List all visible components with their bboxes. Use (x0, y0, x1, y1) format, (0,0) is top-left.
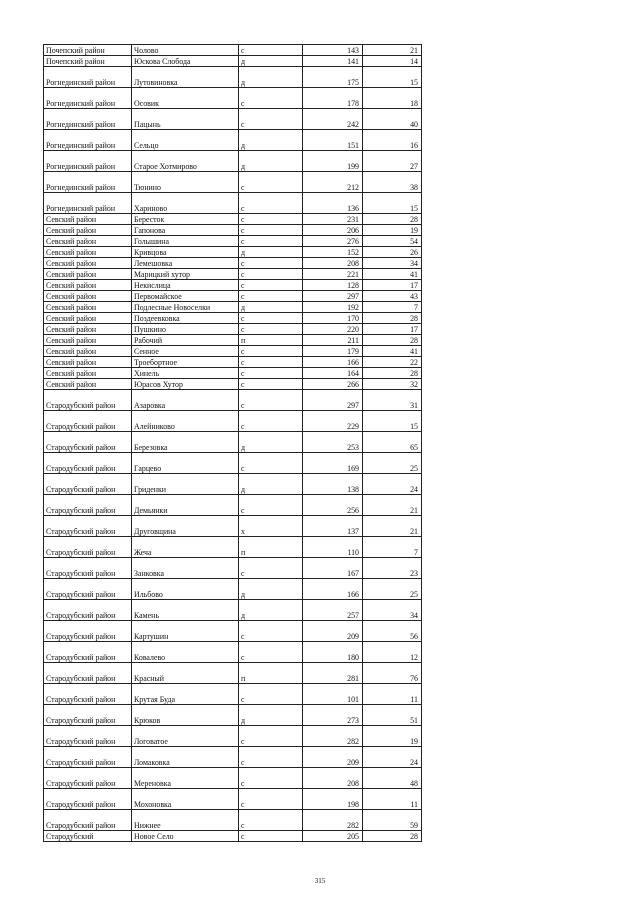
district-cell: Севский район (44, 280, 132, 291)
value-b-cell: 19 (363, 225, 422, 236)
value-b-cell: 28 (363, 368, 422, 379)
value-a-cell: 151 (303, 130, 363, 151)
settlement-cell: Поздеевковка (132, 313, 239, 324)
district-cell: Севский район (44, 291, 132, 302)
table-row (44, 258, 422, 269)
district-cell: Стародубский район (44, 516, 132, 537)
value-a-cell: 205 (303, 831, 363, 842)
type-cell: х (239, 516, 303, 537)
table-row (44, 280, 422, 291)
value-b-cell: 15 (363, 67, 422, 88)
value-b-cell: 19 (363, 726, 422, 747)
value-a-cell: 101 (303, 684, 363, 705)
value-a-cell: 170 (303, 313, 363, 324)
type-cell: с (239, 390, 303, 411)
settlement-cell: Тюнино (132, 172, 239, 193)
settlement-cell: Кривцова (132, 247, 239, 258)
settlement-cell: Жеча (132, 537, 239, 558)
page-number: 315 (314, 877, 326, 885)
district-cell: Рогнединский район (44, 130, 132, 151)
settlement-cell: Бересток (132, 214, 239, 225)
type-cell: с (239, 280, 303, 291)
table-row (44, 109, 422, 130)
settlement-cell: Юскова Слобода (132, 56, 239, 67)
table-body (44, 45, 422, 842)
settlement-cell: Осовик (132, 88, 239, 109)
value-a-cell: 192 (303, 302, 363, 313)
type-cell: с (239, 453, 303, 474)
settlement-cell: Гриденки (132, 474, 239, 495)
type-cell: с (239, 621, 303, 642)
value-a-cell: 110 (303, 537, 363, 558)
settlement-cell: Ильбово (132, 579, 239, 600)
table-row (44, 579, 422, 600)
settlement-cell: Сельцо (132, 130, 239, 151)
table-row (44, 831, 422, 842)
value-a-cell: 208 (303, 768, 363, 789)
value-a-cell: 242 (303, 109, 363, 130)
district-cell: Рогнединский район (44, 109, 132, 130)
district-cell: Рогнединский район (44, 151, 132, 172)
value-a-cell: 231 (303, 214, 363, 225)
table-row (44, 225, 422, 236)
district-cell: Стародубский район (44, 726, 132, 747)
value-a-cell: 199 (303, 151, 363, 172)
value-a-cell: 253 (303, 432, 363, 453)
type-cell: д (239, 600, 303, 621)
district-cell: Севский район (44, 324, 132, 335)
type-cell: с (239, 831, 303, 842)
value-a-cell: 281 (303, 663, 363, 684)
value-b-cell: 7 (363, 537, 422, 558)
type-cell: с (239, 346, 303, 357)
district-cell: Севский район (44, 214, 132, 225)
value-b-cell: 15 (363, 193, 422, 214)
table-row (44, 236, 422, 247)
value-a-cell: 141 (303, 56, 363, 67)
value-b-cell: 28 (363, 214, 422, 225)
district-cell: Стародубский (44, 831, 132, 842)
table-row (44, 151, 422, 172)
type-cell: с (239, 225, 303, 236)
value-a-cell: 229 (303, 411, 363, 432)
settlement-cell: Гапонова (132, 225, 239, 236)
value-b-cell: 26 (363, 247, 422, 258)
value-b-cell: 27 (363, 151, 422, 172)
settlements-table (43, 44, 422, 842)
settlement-cell: Лутовиновка (132, 67, 239, 88)
settlement-cell: Крюков (132, 705, 239, 726)
value-b-cell: 22 (363, 357, 422, 368)
value-b-cell: 41 (363, 269, 422, 280)
table-row (44, 291, 422, 302)
type-cell: с (239, 313, 303, 324)
settlement-cell: Азаровка (132, 390, 239, 411)
value-b-cell: 59 (363, 810, 422, 831)
table-row (44, 789, 422, 810)
value-a-cell: 143 (303, 45, 363, 56)
value-a-cell: 220 (303, 324, 363, 335)
table-row (44, 302, 422, 313)
value-b-cell: 54 (363, 236, 422, 247)
table-row (44, 411, 422, 432)
value-b-cell: 28 (363, 831, 422, 842)
district-cell: Севский район (44, 346, 132, 357)
value-b-cell: 48 (363, 768, 422, 789)
value-b-cell: 11 (363, 684, 422, 705)
district-cell: Стародубский район (44, 411, 132, 432)
settlement-cell: Чолово (132, 45, 239, 56)
settlement-cell: Гарцево (132, 453, 239, 474)
type-cell: с (239, 747, 303, 768)
type-cell: с (239, 258, 303, 269)
value-a-cell: 211 (303, 335, 363, 346)
type-cell: д (239, 432, 303, 453)
value-a-cell: 164 (303, 368, 363, 379)
type-cell: п (239, 335, 303, 346)
table-row (44, 390, 422, 411)
district-cell: Севский район (44, 247, 132, 258)
settlement-cell: Мереновка (132, 768, 239, 789)
table-row (44, 600, 422, 621)
value-b-cell: 31 (363, 390, 422, 411)
value-a-cell: 166 (303, 357, 363, 368)
settlement-cell: Новое Село (132, 831, 239, 842)
settlement-cell: Троебортное (132, 357, 239, 368)
type-cell: с (239, 172, 303, 193)
table-row (44, 621, 422, 642)
settlement-cell: Пацынь (132, 109, 239, 130)
value-a-cell: 166 (303, 579, 363, 600)
table-row (44, 346, 422, 357)
type-cell: д (239, 151, 303, 172)
district-cell: Рогнединский район (44, 193, 132, 214)
district-cell: Стародубский район (44, 789, 132, 810)
table-row (44, 663, 422, 684)
type-cell: д (239, 705, 303, 726)
settlement-cell: Березовка (132, 432, 239, 453)
value-b-cell: 17 (363, 280, 422, 291)
value-b-cell: 51 (363, 705, 422, 726)
value-a-cell: 152 (303, 247, 363, 258)
district-cell: Стародубский район (44, 642, 132, 663)
type-cell: д (239, 56, 303, 67)
district-cell: Стародубский район (44, 810, 132, 831)
table-row (44, 684, 422, 705)
table-row (44, 56, 422, 67)
value-b-cell: 25 (363, 453, 422, 474)
district-cell: Стародубский район (44, 747, 132, 768)
settlement-cell: Марицкий хутор (132, 269, 239, 280)
district-cell: Севский район (44, 236, 132, 247)
table-row (44, 368, 422, 379)
district-cell: Рогнединский район (44, 67, 132, 88)
district-cell: Рогнединский район (44, 172, 132, 193)
value-a-cell: 180 (303, 642, 363, 663)
settlement-cell: Некислица (132, 280, 239, 291)
type-cell: п (239, 537, 303, 558)
district-cell: Севский район (44, 258, 132, 269)
table-row (44, 642, 422, 663)
type-cell: п (239, 663, 303, 684)
table-row (44, 453, 422, 474)
settlement-cell: Нижнее (132, 810, 239, 831)
table-row (44, 474, 422, 495)
settlement-cell: Хинель (132, 368, 239, 379)
table-row (44, 537, 422, 558)
district-cell: Стародубский район (44, 558, 132, 579)
table-row (44, 558, 422, 579)
type-cell: д (239, 579, 303, 600)
settlement-cell: Крутая Буда (132, 684, 239, 705)
table-row (44, 45, 422, 56)
settlement-cell: Голышина (132, 236, 239, 247)
value-a-cell: 167 (303, 558, 363, 579)
settlement-cell: Лемешовка (132, 258, 239, 269)
value-b-cell: 43 (363, 291, 422, 302)
district-cell: Севский район (44, 357, 132, 368)
table-row (44, 335, 422, 346)
district-cell: Стародубский район (44, 600, 132, 621)
value-a-cell: 169 (303, 453, 363, 474)
settlement-cell: Пушкино (132, 324, 239, 335)
settlement-cell: Юрасов Хутор (132, 379, 239, 390)
value-a-cell: 212 (303, 172, 363, 193)
type-cell: д (239, 474, 303, 495)
table-row (44, 516, 422, 537)
value-b-cell: 15 (363, 411, 422, 432)
district-cell: Стародубский район (44, 663, 132, 684)
value-b-cell: 56 (363, 621, 422, 642)
district-cell: Стародубский район (44, 537, 132, 558)
value-b-cell: 76 (363, 663, 422, 684)
table-row (44, 379, 422, 390)
value-a-cell: 257 (303, 600, 363, 621)
table-row (44, 88, 422, 109)
value-a-cell: 198 (303, 789, 363, 810)
value-b-cell: 16 (363, 130, 422, 151)
type-cell: д (239, 247, 303, 258)
district-cell: Стародубский район (44, 768, 132, 789)
type-cell: с (239, 45, 303, 56)
district-cell: Севский район (44, 225, 132, 236)
value-a-cell: 128 (303, 280, 363, 291)
value-a-cell: 276 (303, 236, 363, 247)
district-cell: Стародубский район (44, 621, 132, 642)
value-a-cell: 282 (303, 810, 363, 831)
table-row (44, 193, 422, 214)
district-cell: Стародубский район (44, 474, 132, 495)
type-cell: с (239, 368, 303, 379)
value-a-cell: 206 (303, 225, 363, 236)
type-cell: с (239, 789, 303, 810)
value-b-cell: 65 (363, 432, 422, 453)
district-cell: Стародубский район (44, 390, 132, 411)
table-row (44, 432, 422, 453)
district-cell: Стародубский район (44, 579, 132, 600)
type-cell: с (239, 642, 303, 663)
value-a-cell: 179 (303, 346, 363, 357)
settlement-cell: Алейниково (132, 411, 239, 432)
value-b-cell: 12 (363, 642, 422, 663)
type-cell: с (239, 495, 303, 516)
settlement-cell: Красный (132, 663, 239, 684)
type-cell: с (239, 324, 303, 335)
table-row (44, 214, 422, 225)
settlement-cell: Друговщина (132, 516, 239, 537)
settlement-cell: Первомайское (132, 291, 239, 302)
table-row (44, 747, 422, 768)
table-row (44, 357, 422, 368)
settlement-cell: Ковалево (132, 642, 239, 663)
value-b-cell: 25 (363, 579, 422, 600)
type-cell: с (239, 411, 303, 432)
value-b-cell: 21 (363, 495, 422, 516)
type-cell: с (239, 291, 303, 302)
type-cell: с (239, 558, 303, 579)
settlement-cell: Хариново (132, 193, 239, 214)
district-cell: Севский район (44, 335, 132, 346)
value-b-cell: 18 (363, 88, 422, 109)
district-cell: Почепский район (44, 56, 132, 67)
value-b-cell: 21 (363, 516, 422, 537)
value-b-cell: 40 (363, 109, 422, 130)
type-cell: с (239, 236, 303, 247)
type-cell: с (239, 379, 303, 390)
district-cell: Севский район (44, 313, 132, 324)
value-a-cell: 256 (303, 495, 363, 516)
type-cell: с (239, 684, 303, 705)
value-b-cell: 32 (363, 379, 422, 390)
value-b-cell: 24 (363, 747, 422, 768)
settlement-cell: Сенное (132, 346, 239, 357)
value-a-cell: 209 (303, 747, 363, 768)
district-cell: Рогнединский район (44, 88, 132, 109)
table-row (44, 313, 422, 324)
district-cell: Стародубский район (44, 453, 132, 474)
district-cell: Стародубский район (44, 495, 132, 516)
value-a-cell: 266 (303, 379, 363, 390)
table-row (44, 726, 422, 747)
type-cell: д (239, 302, 303, 313)
table-row (44, 705, 422, 726)
value-b-cell: 7 (363, 302, 422, 313)
settlement-cell: Мохоновка (132, 789, 239, 810)
table-row (44, 324, 422, 335)
value-a-cell: 273 (303, 705, 363, 726)
table-row (44, 495, 422, 516)
type-cell: с (239, 726, 303, 747)
district-cell: Севский район (44, 302, 132, 313)
value-a-cell: 138 (303, 474, 363, 495)
table-row (44, 768, 422, 789)
value-a-cell: 175 (303, 67, 363, 88)
table-row (44, 172, 422, 193)
value-a-cell: 297 (303, 291, 363, 302)
settlement-cell: Картушин (132, 621, 239, 642)
district-cell: Стародубский район (44, 432, 132, 453)
district-cell: Стародубский район (44, 705, 132, 726)
type-cell: с (239, 193, 303, 214)
type-cell: д (239, 130, 303, 151)
value-a-cell: 137 (303, 516, 363, 537)
value-b-cell: 24 (363, 474, 422, 495)
district-cell: Почепский район (44, 45, 132, 56)
value-b-cell: 28 (363, 313, 422, 324)
type-cell: с (239, 810, 303, 831)
type-cell: с (239, 357, 303, 368)
table-row (44, 269, 422, 280)
value-b-cell: 41 (363, 346, 422, 357)
value-b-cell: 21 (363, 45, 422, 56)
settlement-cell: Подлесные Новоселки (132, 302, 239, 313)
type-cell: с (239, 214, 303, 225)
value-a-cell: 297 (303, 390, 363, 411)
district-cell: Севский район (44, 379, 132, 390)
district-cell: Севский район (44, 368, 132, 379)
settlement-cell: Камень (132, 600, 239, 621)
value-a-cell: 221 (303, 269, 363, 280)
value-b-cell: 34 (363, 600, 422, 621)
value-b-cell: 23 (363, 558, 422, 579)
settlement-cell: Ломаковка (132, 747, 239, 768)
table-row (44, 67, 422, 88)
value-a-cell: 178 (303, 88, 363, 109)
type-cell: с (239, 88, 303, 109)
settlement-cell: Занковка (132, 558, 239, 579)
settlement-cell: Старое Хотмирово (132, 151, 239, 172)
value-a-cell: 282 (303, 726, 363, 747)
value-b-cell: 17 (363, 324, 422, 335)
value-b-cell: 38 (363, 172, 422, 193)
value-a-cell: 136 (303, 193, 363, 214)
table-row (44, 247, 422, 258)
value-a-cell: 209 (303, 621, 363, 642)
district-cell: Стародубский район (44, 684, 132, 705)
table-row (44, 130, 422, 151)
table-row (44, 810, 422, 831)
value-b-cell: 34 (363, 258, 422, 269)
value-b-cell: 14 (363, 56, 422, 67)
value-b-cell: 11 (363, 789, 422, 810)
type-cell: с (239, 109, 303, 130)
settlement-cell: Логоватое (132, 726, 239, 747)
value-b-cell: 28 (363, 335, 422, 346)
value-a-cell: 208 (303, 258, 363, 269)
settlement-cell: Демьянки (132, 495, 239, 516)
settlement-cell: Рабочий (132, 335, 239, 346)
type-cell: с (239, 269, 303, 280)
type-cell: с (239, 768, 303, 789)
type-cell: д (239, 67, 303, 88)
district-cell: Севский район (44, 269, 132, 280)
